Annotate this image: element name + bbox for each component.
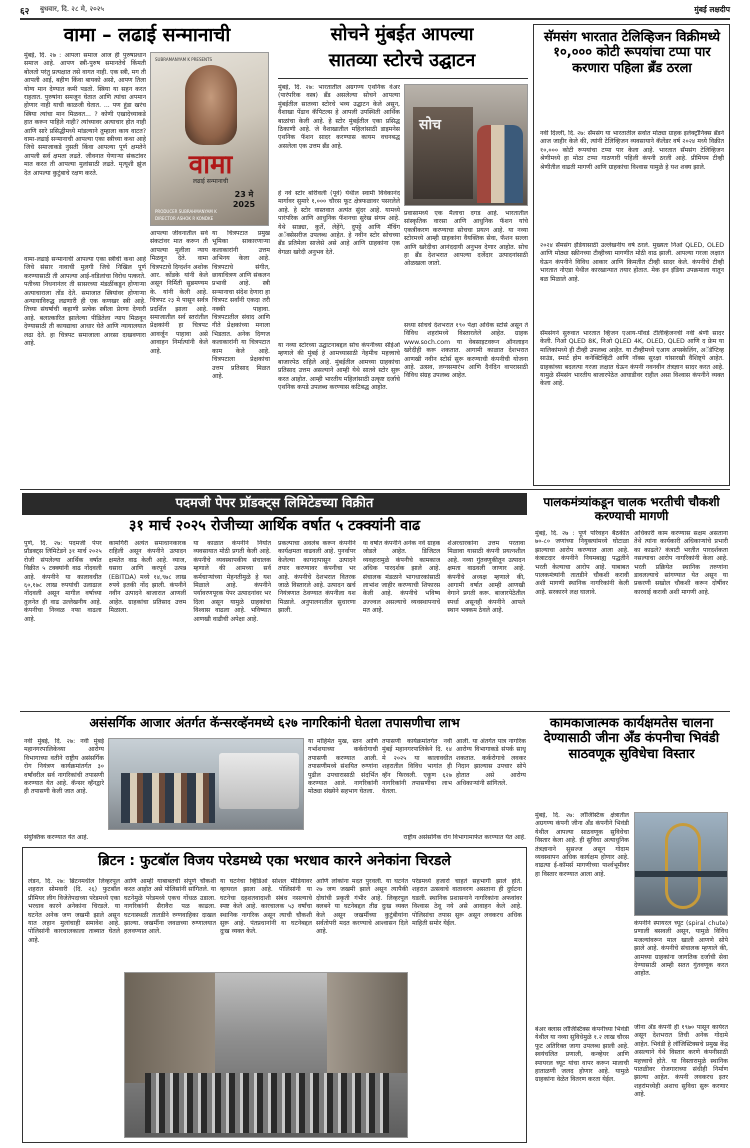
- section-name: मुंबई लक्षदीप: [694, 5, 730, 14]
- store-body-5: सध्या सोचचे देशभरात १९० पेक्षा अधिक स्टोर्स असून ते विविध शहरांमध्ये विस्तारलेले आहेत. ग्राहक www.soch.com या वेबसाइटवरून ऑनलाइन खरेदीही करू शकतात. आगामी काळात देशभरात आणखी नवीन स्टोर्स सुरू करण्याची कंपनीची योजना आहे. उत्सव, लग्नसमारंभ आणि दैनंदिन वापरासाठी विविध संग्रह उपलब्ध आहेत.: [404, 322, 528, 380]
- padamji-col-2: कामगिरी अत्यंत समाधानकारक राहिली असून कंपनीने उत्पादन क्षमतेत वाढ केली आहे. व्याज, घसारा आणि करपूर्व उत्पन्न (EBITDA) मध्ये १४,९७८ लाख रुपये इतकी नोंद झाली. कंपनीने नवीन उत्पादने बाजारात आणली आहेत. ग्राहकांचा प्रतिसाद उत्तम मिळाला.: [108, 540, 187, 615]
- samsung-body-1: नवी दिल्ली, दि. २७: सॅमसंग या भारतातील सर्वात मोठ्या ग्राहक इलेक्ट्रॉनिक्स ब्रँडने आज जाहीर केले की, त्यांनी टेलिव्हिजन व्यवसायाने कॅलेंडर वर्ष २०२४ मध्ये विक्रीत १०,००० कोटी रूपयांचा टप्पा पार केला आहे. भारतात सॅमसंग टेलिव्हिजन श्रेणीमध्ये हा मोठा टप्पा गाठणारी पहिली कंपनी ठरली आहे. प्रीमियम टीव्ही श्रेणीतील वाढती मागणी आणि ग्राहकांचा विश्वास यामुळे हे यश शक्य झाले.: [540, 130, 724, 171]
- padamji-col-1: पुणे, दि. २७: पदमजी पेपर प्रॉडक्ट्स लिमिटेडने ३१ मार्च २०२५ रोजी संपलेल्या आर्थिक वर्षात विक्रीत ५ टक्क्यांनी वाढ नोंदवली आहे. कंपनीने या कालावधीत ६०,१७८ लाख रुपयांची उलाढाल नोंदवली असून मागील वर्षाच्या तुलनेत ही वाढ उल्लेखनीय आहे. कंपनीचा निव्वळ नफा वाढला आहे.: [24, 540, 102, 623]
- building-right: [327, 973, 407, 1073]
- jina-body-2: बेअर क्लास लॉजिस्टिक्स कंपनीच्या भिवंडी येथील या नव्या सुविधेमुळे १.२ लाख चौरस फूट अतिरिक्त जागा उपलब्ध झाली आहे. स्वयंचलित प्रणाली, कन्व्हेयर आणि स्पायरल च्यूट यांचा वापर करून मालाची हाताळणी जलद होणार आहे. यामुळे ग्राहकांना वेळेत वितरण करता येईल.: [535, 1026, 629, 1084]
- padamji-headline-2: ३१ मार्च २०२५ रोजीच्या आर्थिक वर्षात ५ टक्क्यांनी वाढ: [128, 518, 421, 534]
- store-body-2: हे नवे स्टोर बोरीवली (पूर्व) येथील स्वामी विवेकानंद मार्गावर सुमारे १,००० चौरस फूट क्षेत्रफळावर पसरलेले आहे. हे स्टोर वास्तवात अत्यंत सुंदर आहे. यामध्ये पारंपरिक आणि आधुनिक फॅशनचा सुरेख संगम आहे. येथे साड्या, कुर्ते, लेहेंगे, दुपट्टे आणि मॅचिंग अॅक्सेसरीज उपलब्ध आहेत. हे नवीन स्टोर सोचच्या ब्रँड प्रतिमेला साजेसे असे आहे आणि ग्राहकांना एक वेगळा खरेदी अनुभव देते.: [278, 190, 400, 256]
- britain-col-2: आणि आम्ही याबाबतची संपूर्ण चौकशी करत आहोत असे पोलिसांनी सांगितले. या घटनेमुळे परेडमध्ये एकच गोंधळ उडाला. नागरिकांनी सैरावैरा पळ काढला. घटनास्थळी तातडीने रुग्णवाहिका दाखल झाल्या. जखमींना जवळच्या रुग्णालयात हलवण्यात आले.: [124, 878, 216, 936]
- jina-body-1: मुंबई, दि. २७: लॉजिस्टिक क्षेत्रातील अग्रगण्य कंपनी जीना अँड कंपनीने भिवंडी येथील आपल्या साठवणूक सुविधेचा विस्तार केला आहे. ही सुविधा अत्याधुनिक तंत्रज्ञानाने सुसज्ज असून गोदाम व्यवस्थापन अधिक कार्यक्षम होणार आहे. वाढत्या ई-कॉमर्स मागणीच्या पार्श्वभूमीवर हा विस्तार करण्यात आला आहे.: [535, 812, 629, 878]
- issue-date: बुधवार, दि. २८ मे, २०२५: [40, 5, 105, 13]
- cancer-col-4: आली. या अंतर्गत पात्र नागरिक आरोग्य विभागाकडे संपर्क साधू शकतात. कर्करोगाचे लवकर निदान झाल्यास उपचार सोपे होतात असे आरोग्य अधिकाऱ्यांनी सांगितले.: [456, 738, 526, 788]
- vama-poster: [150, 52, 269, 226]
- cancer-caption-left: संयुक्तिक करण्यात येत आहे.: [24, 834, 89, 841]
- store-body-1: मुंबई, दि. २७: भारतातील अग्रगण्य एथनिक वेअर (पारंपरिक वस्त्र) ब्रँड असलेल्या सोचने आपल्या मुंबईतील सातव्या स्टोरचे भव्य उद्घाटन केले असून, वैशाखा पेंढाव कॅपिटल्स हे आपली उपस्थिती आर्थिक बाळांचा केली आहे. हे स्टोर मुंबईतील एका प्रसिद्ध ठिकाणी आहे. जे वैशाखातील महिलांसाठी डाइमनेस एथनिक फॅशन सादर करण्यास कायम वचनबद्ध असलेला एक उत्तम ब्रँड आहे.: [278, 84, 400, 150]
- poster-credits-producer: PRODUCER SUBRAHMANYAM K: [155, 209, 217, 214]
- jina-body-4: जीना अँड कंपनी ही १९७० पासून कार्यरत असून देशभरात तिची अनेक गोदामे आहेत. भिवंडी हे लॉजिस्टिक्सचे प्रमुख केंद्र असल्याने येथे विस्तार करणे कंपनीसाठी महत्त्वाचे होते. या विस्तारामुळे स्थानिक पातळीवर रोजगाराच्या संधीही निर्माण झाल्या आहेत. कंपनी लवकरच इतर शहरांमध्येही अशाच सुविधा सुरू करणार आहे.: [634, 1024, 728, 1099]
- section-rule-2: [20, 711, 730, 712]
- jina-body-3: कंपनीने स्पायरल च्यूट (spiral chute) प्रणाली बसवली असून, यामुळे विविध मजल्यांवरून माल खाली आणणे सोपे झाले आहे. कंपनीचे संचालक म्हणाले की, आमच्या ग्राहकांना जागतिक दर्जाची सेवा देण्यासाठी आम्ही सतत गुंतवणूक करत आहोत.: [634, 920, 728, 978]
- padamji-col-6: शेअरधारकांना उत्तम परतावा मिळावा यासाठी कंपनी प्रयत्नशील आहे. नव्या गुंतवणुकीतून उत्पादन क्षमता वाढवली जाणार आहे. कंपनीचे अध्यक्ष म्हणाले की, आगामी वर्षात आम्ही आणखी वेगाने प्रगती करू. बाजारपेठेतील स्पर्धा असूनही कंपनीने आपले स्थान भक्कम ठेवले आहे.: [447, 540, 526, 615]
- section-rule-1: [20, 489, 730, 490]
- padamji-headline-1: पदमजी पेपर प्रॉडक्ट्स लिमिटेडच्या विक्रीत: [175, 496, 374, 511]
- jina-headline: कामकाजात्मक कार्यक्षमतेस चालना देण्यासाठी जीना अँड कंपनीचा भिवंडी साठवणूक सुविधेचा विस्तार: [543, 716, 720, 762]
- palak-col-2: अधिकारी काम करण्यास सक्षम असताना तेथे त्यांना कार्यकारी अधिकाऱ्यांचे प्रभारी का काढले? कंत्राटी भरतीत पारदर्शकता नसल्याचा आरोप नागरिकांनी केला आहे. भरती प्रक्रियेत स्थानिक तरुणांना डावलल्याचे सांगण्यात येत असून या प्रकरणी सखोल चौकशी करून दोषींवर कारवाई करावी अशी मागणी आहे.: [634, 530, 728, 596]
- britain-col-3: या घटनेचा व्हिडिओ सोशल मीडियावर व्हायरल झाला आहे. पोलिसांनी या घटनेचा दहशतवादाशी संबंध नसल्याचे स्पष्ट केले आहे. कारचालक ५३ वर्षांचा स्थानिक नागरिक असून त्याची चौकशी सुरू आहे. पंतप्रधानांनी या घटनेबद्दल दुःख व्यक्त केले.: [220, 878, 312, 936]
- palak-headline: पालकमंत्र्यांकडून चालक भरतीची चौकशी करण्याची मागणी: [543, 495, 720, 524]
- masthead: [20, 4, 730, 18]
- cancer-col-1: नवी मुंबई, दि. २७: नवी मुंबई महानगरपालिकेच्या आरोग्य विभागाच्या वतीने राष्ट्रीय असंसर्गिक रोग नियंत्रण कार्यक्रमांतर्गत ३० वर्षांवरील सर्व नागरिकांची तपासणी करण्यात येत आहे. कॅन्सर व्हॅनद्वारे ही तपासणी केली जात आहे.: [24, 738, 104, 796]
- cancer-col-2: या मोहिमेत मुख, स्तन आणि गर्भाशयाच्या कर्करोगाची तपासणी करण्यात आली. तपासणीमध्ये संशयित रुग्णांना पुढील उपचारासाठी संदर्भित करण्यात आले. नागरिकांनी मोठ्या संख्येने सहभाग घेतला.: [308, 738, 378, 796]
- poster-subtitle: लढाई सन्मानाची: [192, 178, 229, 185]
- store-headline-rule: [278, 78, 528, 79]
- britain-headline: ब्रिटन : फुटबॉल विजय परेडमध्ये एका भरधाव कारने अनेकांना चिरडले: [98, 853, 451, 869]
- vama-headline: वामा – लढाई सन्मानाची: [63, 24, 231, 46]
- store-people: [477, 125, 523, 203]
- vama-body-3: आपल्या जीवनातील सर्व संकटांवर मात करून ती आपल्या मुलीला न्याय मिळवून देते. वामा चित्रपटाचे दिग्दर्शन अशोक आर. कोंडके यांनी केले असून निर्मिती सुब्रमण्यम के. यांनी केली आहे. चित्रपट २३ मे पासून सर्वत्र प्रदर्शित झाला आहे. समाजातील सर्व स्तरांतील प्रेक्षकांनी हा चित्रपट आवर्जून पाहावा असे आवाहन निर्मात्यांनी केले आहे.: [150, 230, 208, 355]
- store-sign: सोच: [419, 117, 441, 133]
- palak-col-1: मुंबई, दि. २७ : पूर्ण परिवहन बैठकीत ७०-८० जणांच्या नियुक्त्यांमध्ये घोटाळा झाल्याचा आरोप करण्यात आला आहे. कंत्राटदार कंपनीने नियमबाह्य पद्धतीने भरती केल्याचा आरोप आहे. याबाबत पालकमंत्र्यांनी तातडीने चौकशी करावी अशी मागणी स्थानिक नागरिकांनी केली आहे. सरकारने लक्ष घालावे.: [535, 530, 629, 596]
- cancer-headline: असंसर्गिक आजार अंतर्गत कॅन्सरव्हॅनमध्ये ६२७ नागरिकांनी घेतला तपासणीचा लाभ: [89, 715, 460, 730]
- cancer-caption-right: राष्ट्रीय असंसर्गिक रोग विभागामार्फत करण्यात येत आहे.: [403, 834, 526, 841]
- group-people: [121, 773, 215, 823]
- van-body: [219, 753, 299, 809]
- padamji-col-5: या वर्षात कंपनीने अनेक नवे ग्राहक जोडले आहेत. डिजिटल व्यवहारामुळे कंपनीचे कामकाज अधिक पारदर्शक झाले आहे. संचालक मंडळाने भागधारकांसाठी लाभांश जाहीर करण्याची शिफारस केली आहे. कंपनीचे भविष्य उज्ज्वल असल्याचे व्यवस्थापनाचे मत आहे.: [362, 540, 441, 615]
- britain-col-4: आणि लोकांना मदत पुरवली. या घटनेत २७ जण जखमी झाले असून त्यापैकी दोघांची प्रकृती गंभीर आहे. लिव्हरपूल क्लबने या घटनेबद्दल तीव्र दुःख व्यक्त केले असून जखमींच्या कुटुंबीयांना सर्वतोपरी मदत करण्याचे आश्वासन दिले आहे.: [316, 878, 408, 936]
- britain-street-photo: [124, 972, 408, 1138]
- building-left: [125, 973, 215, 1083]
- poster-face: [185, 65, 237, 145]
- store-headline-1: सोचने मुंबईत आपल्या: [330, 24, 474, 45]
- britain-col-1: लंडन, दि. २७: ब्रिटनमधील लिव्हरपूल शहरात सोमवारी (दि. २६) फुटबॉल प्रीमियर लीग विजेतेपदाच्या परेडमध्ये एका भरधाव कारने अनेकांना चिरडले. या घटनेत अनेक जण जखमी झाले असून यात लहान मुलांचाही समावेश आहे. पोलिसांनी कारचालकाला ताब्यात घेतले आहे.: [28, 878, 120, 944]
- samsung-headline: सॅमसंग भारतात टेलिव्हिजन विक्रीमध्ये १०,००० कोटी रूपयांचा टप्पा पार करणारा पहिला ब्रँड ठरला: [543, 30, 721, 76]
- padamji-col-3: या काळात कंपनीने निर्यात व्यवसायात मोठी प्रगती केली आहे. कंपनीचे व्यवस्थापकीय संचालक म्हणाले की आमच्या सर्व कर्मचाऱ्यांच्या मेहनतीमुळे हे यश मिळाले आहे. कंपनीने पर्यावरणपूरक पेपर उत्पादनांवर भर दिला असून यामुळे ग्राहकांचा विश्वास वाढला आहे. भविष्यात आणखी वाढीची अपेक्षा आहे.: [193, 540, 272, 623]
- britain-col-5: परेडमध्ये हजारो चाहते सहभागी झाले होते. शहरात उत्सवाचे वातावरण असताना ही दुर्घटना घडली. स्थानिक प्रशासनाने नागरिकांना अफवांवर विश्वास ठेवू नये असे आवाहन केले आहे. पोलिसांचा तपास सुरू असून लवकरच अधिक माहिती समोर येईल.: [412, 878, 522, 928]
- poster-date: 23 मे 2025: [232, 190, 256, 209]
- poster-top-text: SUBRAMANYAM K PRESENTS: [155, 57, 212, 62]
- samsung-body-2: २०२४ सॅमसंग इंडियासाठी उल्लेखनीय वर्ष ठरले. मुख्यतः निओ QLED, OLED आणि मोठ्या स्क्रीनच्या टीव्हीच्या मागणीत मोठी वाढ झाली. आपल्या गरजा लक्षात घेऊन कंपनीने विविध आकार आणि किमतीत टीव्ही सादर केले. कंपनीचे टीव्ही भारतात नोएडा येथील कारखान्यात तयार होतात. मेक इन इंडिया उपक्रमाला यातून बळ मिळाले आहे.: [540, 242, 724, 283]
- padamji-columns: [24, 540, 525, 708]
- street-crowd: [145, 1073, 389, 1133]
- cancer-col-3: तपासणी कार्यक्रमांतर्गत नवी मुंबई महानगरपालिकेने दि. १४ मे २०२५ या कालावधीत शहरातील विविध भागांत ही व्हॅन फिरवली. एकूण ६२७ नागरिकांनी तपासणीचा लाभ घेतला.: [382, 738, 452, 796]
- padamji-col-4: प्रकल्पाचा अवलंब करून कंपनीने कार्यक्षमता वाढवली आहे. पुनर्वापर केलेल्या कागदापासून उत्पादने तयार करण्यावर कंपनीचा भर आहे. कंपनीचे देशभरात वितरक जाळे विस्तारले आहे. उत्पादन खर्च नियंत्रणात ठेवण्यात कंपनीला यश मिळाले. अनुपालनातील सुधारणा झाली.: [278, 540, 356, 615]
- poster-credits-director: DIRECTOR ASHOK R KONDKE: [155, 216, 214, 221]
- vama-body-4: या चित्रपटात प्रमुख भूमिका साकारणाऱ्या कलाकारांनी उत्तम अभिनय केला आहे. चित्रपटाचे संगीत, छायाचित्रण आणि संकलन प्रभावी आहे. स्त्री सन्मानाचा संदेश देणारा हा चित्रपट सर्वांनी एकदा तरी नक्की पाहावा. चित्रपटातील संवाद आणि गीते प्रेक्षकांच्या मनाला भिडतात. अनेक दिग्गज कलाकारांनी या चित्रपटात काम केले आहे. चित्रपटाला प्रेक्षकांचा उत्तम प्रतिसाद मिळत आहे.: [212, 230, 270, 380]
- samsung-body-3: सॅमसंगने सुरुवात भारतात व्हिजन एआय-पॉवर्ड टेलिव्हिजनची नवी श्रेणी सादर केली. निओ QLED 8K, निओ QLED 4K, OLED, QLED आणि द फ्रेम या मालिकांमध्ये ही टीव्ही उपलब्ध आहेत. या टीव्हीमध्ये एआय अपस्केलिंग, अॅडॅप्टिव्ह साउंड, स्मार्ट होम कनेक्टिव्हिटी आणि नॉक्स सुरक्षा यांसारखी वैशिष्ट्ये आहेत. ग्राहकांच्या बदलत्या गरजा लक्षात घेऊन कंपनी नवनवीन तंत्रज्ञान सादर करत आहे. यामुळे सॅमसंग भारतीय बाजारपेठेत आघाडीवर राहील असा विश्वास कंपनीने व्यक्त केला आहे.: [540, 330, 724, 388]
- vama-body-2: वामा-लढाई सन्मानाची आपल्या एका स्त्रीची कथा आहे जिचे संसार नावाची मुलगी जिचे निखिल पूर्ण करण्यासाठी ती आपल्या आई-वडिलांचा विरोध पत्करते. पतीच्या निधनानंतर ती सासरच्या मंडळींकडून होणाऱ्या अत्याचाराला तोंड देते. समाजात स्त्रियांवर होणाऱ्या अन्यायाविरुद्ध लढणारी ही एक कणखर स्त्री आहे. तिच्या संघर्षाची कहाणी प्रत्येक स्त्रीला प्रेरणा देणारी आहे. बलात्कारित झालेल्या पीडितेला न्याय मिळवून देण्यासाठी ती कायद्याचा आधार घेते आणि न्यायालयात लढा देते. हा चित्रपट समाजाला आरसा दाखवणारा आहे.: [24, 256, 146, 348]
- store-body-3: या नव्या स्टोरच्या उद्घाटनाबद्दल सोच कंपनीच्या सीईओ म्हणाले की मुंबई हे आमच्यासाठी नेहमीच महत्त्वाचे बाजारपेठ राहिले आहे. मुंबईतील आमच्या ग्राहकांचा प्रतिसाद उत्तम असल्याने आम्ही येथे सातवे स्टोर सुरू करत आहोत. आम्ही भारतीय महिलांसाठी उत्कृष्ट दर्जाचे एथनिक कपडे उपलब्ध करण्यास कटिबद्ध आहोत.: [278, 342, 400, 392]
- spiral-chute: [665, 823, 701, 909]
- store-photo: [404, 84, 528, 206]
- vama-body-1: मुंबई, दि. २७ : आपला समाज आज ही पुरुषप्रधान समाज आहे. आपण स्त्री-पुरुष समानतेचे किंमती बोलतो परंतु प्रत्यक्षात तसे वागत नाही. एक स्त्री, मग ती आपली आई, बहीण किंवा बायको असो, आपण तिला योग्य मान देण्यात कमी पडतो. स्त्रिया या सहन करत राहतात. पुरुषांना समजून घेतात आणि त्यांचा अपमान होणार नाही याची काळजी घेतात. ... पण हुंडा खरंच स्त्रिया त्यांचा मान मिळवत... ? कोणी एखादेच्याकडे हात करून पाहिले नाही? त्यांच्यावर अत्याचार होत नाही आणि सारे प्रसिद्धीमध्ये मांडल्याने तुम्हाला काय वाटत? वामा-लढाई सन्मानाची आपल्या एका स्त्रीच्या कथा आहे जिचे समाजाकडे नुसती किंवा आपल्या पूर्ण क्षमतेने आपली सर्व क्षमता लढते. जीवनात येणाऱ्या संकटांवर मात करत ती आपल्या मुलांसाठी लढते. मृत्यूशी झुंज देत आपल्या कुटुंबाचे रक्षण करते.: [24, 52, 146, 177]
- store-headline-2: सातव्या स्टोरचे उद्घाटन: [328, 50, 476, 71]
- store-body-4: प्रवासामध्ये एक मैलाचा दगड आहे. भारतातील सांस्कृतिक वारसा आणि आधुनिक फॅशन यांचे एकत्रीकरण करण्याचा सोचचा प्रयत्न आहे. या नव्या स्टोरमध्ये आम्ही ग्राहकांना वैयक्तिक सेवा, फॅशन सल्ला आणि खरेदीचा आनंददायी अनुभव देणार आहोत. सोच हा ब्रँड देशभरात आपल्या दर्जेदार उत्पादनांसाठी ओळखला जातो.: [404, 210, 528, 268]
- conveyor: [635, 871, 728, 877]
- cancer-van-photo: [108, 738, 304, 830]
- jina-warehouse-photo: [634, 812, 728, 916]
- poster-title: वामा: [188, 150, 233, 180]
- masthead-rule: [20, 18, 730, 20]
- page-number: ६२: [20, 7, 30, 17]
